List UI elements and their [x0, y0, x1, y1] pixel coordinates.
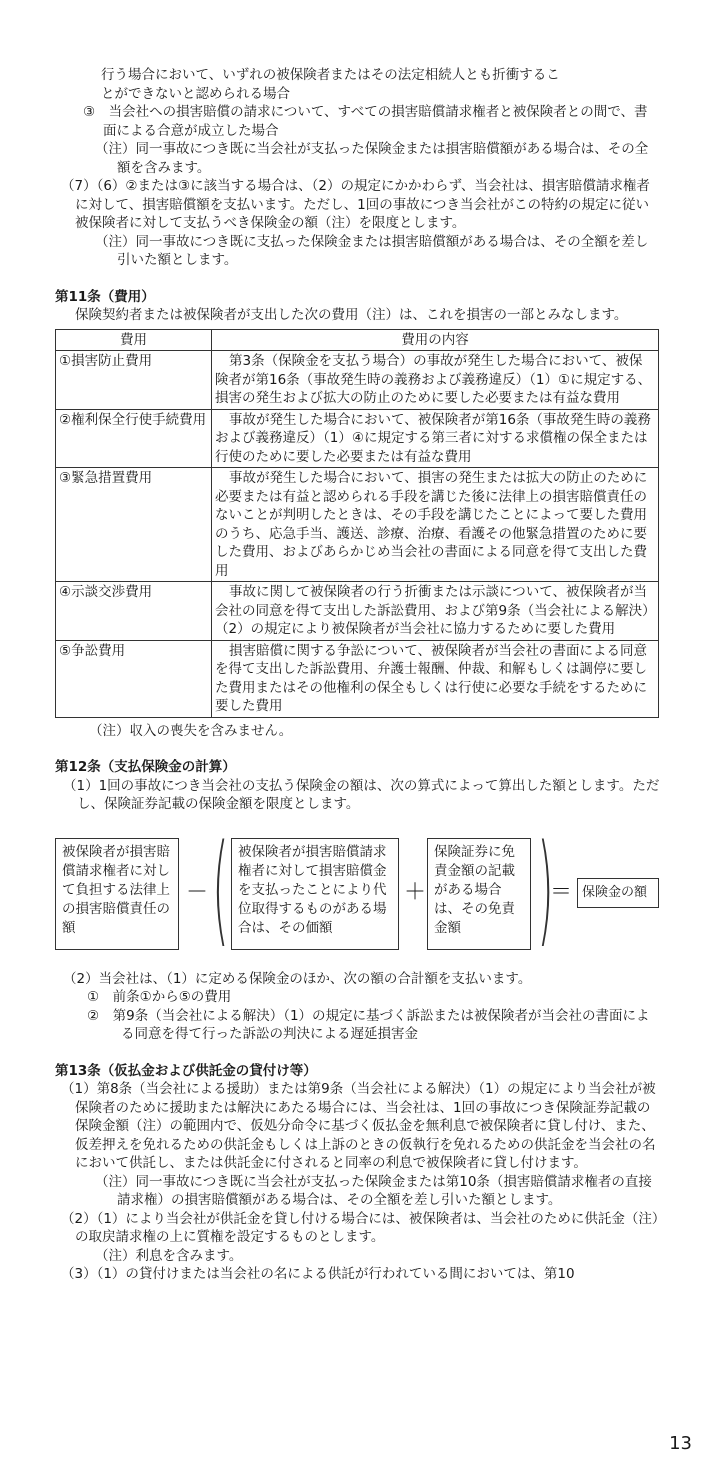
article-12-item-1: ① 前条①から⑤の費用 — [87, 989, 232, 1005]
item-3: ③ 当会社への損害賠償の請求について、すべての損害賠償請求権者と被保険者との間で、書面による合意が成立した場合 — [83, 104, 648, 139]
article-12-paragraph-2: （2）当会社は、（1）に定める保険金のほか、次の額の合計額を支払います。 — [63, 970, 532, 987]
cost-table — [55, 329, 659, 718]
article-12-paragraph-1: （1）1回の事故につき当会社の支払う保険金の額は、次の算式によって算出した額とします。ただし、保険証券記載の保険金額を限度とします。 — [63, 777, 660, 812]
formula-open-paren: ( — [212, 819, 229, 959]
article-13-paragraph-3: （3）（1）の貸付けまたは当会社の名による供託が行われている間においては、第10 — [61, 1266, 575, 1282]
table-row — [56, 468, 659, 582]
table-row — [56, 582, 659, 641]
page-number: 13 — [669, 1433, 692, 1454]
header-cost: 費用 — [56, 329, 212, 351]
table-header-row — [56, 329, 659, 351]
cost-name: ⑤争訟費用 — [56, 640, 212, 717]
table-row — [56, 351, 659, 410]
formula-minus: － — [186, 879, 209, 905]
formula-box-subrogation: 被保険者が損害賠償請求権者に対して損害賠償金を支払ったことにより代位取得するものがある場合は、その価額 — [231, 838, 399, 950]
cost-name: ②権利保全行使手続費用 — [56, 409, 212, 468]
article-11-lead: 保険契約者または被保険者が支出した次の費用（注）は、これを損害の一部とみなします。 — [75, 307, 628, 323]
cost-content: 第3条（保険金を支払う場合）の事故が発生した場合において、被保険者が第16条（事故発生時の義務および義務違反）（1）①に規定する、損害の発生および拡大の防止のために要した必要または有益な費用 — [212, 351, 659, 410]
cost-content: 損害賠償に関する争訟について、被保険者が当会社の書面による同意を得て支出した訴訟費用、弁護士報酬、仲裁、和解もしくは調停に要した費用またはその他権利の保全もしくは行使に必要な手続をするために要した費用 — [212, 640, 659, 717]
formula-diagram — [55, 819, 660, 960]
note-2: （注）同一事故につき既に支払った保険金または損害賠償額がある場合は、その全額を差し引いた額とします。 — [95, 233, 649, 268]
continued-text-line1: 行う場合において、いずれの被保険者またはその法定相続人とも折衝するこ — [101, 67, 560, 83]
article-13-paragraph-1: （1）第8条（当会社による援助）または第9条（当会社による解決）（1）の規定により当会社が被保険者のために援助または解決にあたる場合には、当会社は、1回の事故につき保険証券記載の保険金額（注）の範囲内で、仮処分命令に基づく仮払金を無利息で被保険者に貸し付け、また、仮差押えを免れるための供託金もしくは上訴のときの仮執行を免れるための供託金を当会社の名において供託し、または供託金に付されると同率の利息で被保険者に貸し付けます。 — [61, 1081, 656, 1171]
article-13-heading: 第13条（仮払金および供託金の貸付け等） — [55, 1062, 317, 1079]
article-12-heading: 第12条（支払保険金の計算） — [55, 759, 236, 775]
table-row — [56, 409, 659, 468]
article-12-item-2: ② 第9条（当会社による解決）（1）の規定に基づく訴訟または被保険者が当会社の書面による同意を得て行った訴訟の判決による遅延損害金 — [87, 1007, 650, 1042]
header-cost-content: 費用の内容 — [212, 329, 659, 351]
table-note: （注）収入の喪失を含みません。 — [89, 722, 293, 739]
note-1: （注）同一事故につき既に当会社が支払った保険金または損害賠償額がある場合は、その全額を含みます。 — [95, 141, 649, 176]
article-13-paragraph-2: （2）（1）により当会社が供託金を貸し付ける場合には、被保険者は、当会社のために供託金（注）の取戻請求権の上に質権を設定するものとします。 — [61, 1210, 659, 1245]
cost-content: 事故が発生した場合において、被保険者が第16条（事故発生時の義務および義務違反）（1）④に規定する第三者に対する求償権の保全または行使のために要した必要または有益な費用 — [212, 409, 659, 468]
cost-content: 事故が発生した場合において、損害の発生または拡大の防止のために必要または有益と認められる手段を講じた後に法律上の損害賠償責任のないことが判明したときは、その手段を講じたことによって要した費用のうち、応急手当、護送、診療、治療、看護その他緊急措置のために要した費用、およびあらかじめ当会社の書面による同意を得て支出した費用 — [212, 468, 659, 582]
formula-equals: ＝ — [550, 879, 573, 905]
formula-box-liability: 被保険者が損害賠償請求権者に対して負担する法律上の損害賠償責任の額 — [55, 838, 179, 950]
article-11-heading: 第11条（費用） — [55, 288, 155, 305]
formula-result-box: 保険金の額 — [577, 878, 659, 908]
paragraph-7: （7）（6）②または③に該当する場合は、（2）の規定にかかわらず、当会社は、損害賠償請求権者に対して、損害賠償額を支払います。ただし、1回の事故につき当会社がこの特約の規定に従い被保険者に対して支払うべき保険金の額（注）を限度とします。 — [61, 178, 650, 231]
formula-plus: ＋ — [404, 879, 427, 905]
cost-content: 事故に関して被保険者の行う折衝または示談について、被保険者が当会社の同意を得て支出した訴訟費用、および第9条（当会社による解決）（2）の規定により被保険者が当会社に協力するために要した費用 — [212, 582, 659, 641]
table-row — [56, 640, 659, 717]
formula-close-paren: ) — [537, 819, 554, 959]
article-13-note-1: （注）同一事故につき既に当会社が支払った保険金または第10条（損害賠償請求権者の直接請求権）の損害賠償額がある場合は、その全額を差し引いた額とします。 — [95, 1173, 652, 1208]
continued-text-line2: とができないと認められる場合 — [101, 85, 290, 102]
document-page — [55, 66, 660, 1284]
cost-name: ③緊急措置費用 — [56, 468, 212, 582]
formula-box-deductible: 保険証券に免責金額の記載がある場合は、その免責金額 — [427, 838, 531, 950]
article-13-note-2: （注）利息を含みます。 — [95, 1247, 243, 1264]
cost-name: ①損害防止費用 — [56, 351, 212, 410]
cost-name: ④示談交渉費用 — [56, 582, 212, 641]
